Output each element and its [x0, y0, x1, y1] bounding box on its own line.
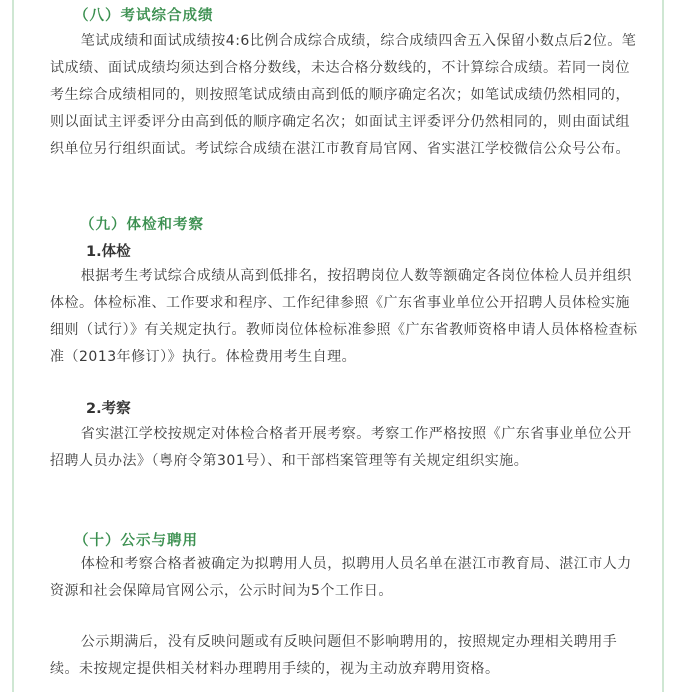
paragraph-composite-score: 笔试成绩和面试成绩按4:6比例合成综合成绩，综合成绩四舍五入保留小数点后2位。笔试成绩、面试成绩均须达到合格分数线，未达合格分数线的，不计算综合成绩。若同一岗位考生综合成绩相同的，则按照笔试成绩由高到低的顺序确定名次；如笔试成绩仍然相同的，则以面试主评委评分由高到低的顺序确定名次；如面试主评委评分仍然相同的，则由面试组织单位另行组织面试。考试综合成绩在湛江市教育局官网、省实湛江学校微信公众号公布。 [50, 33, 637, 157]
section-heading-8: （八）考试综合成绩 [74, 8, 214, 24]
section-heading-10: （十）公示与聘用 [74, 533, 198, 549]
paragraph-physical-exam: 根据考生考试综合成绩从高到低排名，按招聘岗位人数等额确定各岗位体检人员并组织体检。体检标准、工作要求和程序、工作纪律参照《广东省事业单位公开招聘人员体检实施细则（试行）》有关规定执行。教师岗位体检标准参照《广东省教师资格申请人员体格检查标准（2013年修订）》执行。体检费用考生自理。 [50, 268, 638, 365]
paragraph-employment: 公示期满后，没有反映问题或有反映问题但不影响聘用的，按照规定办理相关聘用手续。未按规定提供相关材料办理聘用手续的，视为主动放弃聘用资格。 [50, 634, 618, 677]
section-heading-9: （九）体检和考察 [80, 217, 204, 233]
subsection-title-inspection: 2.考察 [86, 401, 131, 417]
paragraph-publicity: 体检和考察合格者被确定为拟聘用人员，拟聘用人员名单在湛江市教育局、湛江市人力资源和社会保障局官网公示，公示时间为5个工作日。 [50, 556, 632, 599]
left-border [12, 0, 14, 692]
paragraph-inspection: 省实湛江学校按规定对体检合格者开展考察。考察工作严格按照《广东省事业单位公开招聘人员办法》（粤府令第301号）、和干部档案管理等有关规定组织实施。 [50, 426, 632, 469]
subsection-title-physical-exam: 1.体检 [86, 244, 131, 260]
right-border [662, 0, 664, 692]
